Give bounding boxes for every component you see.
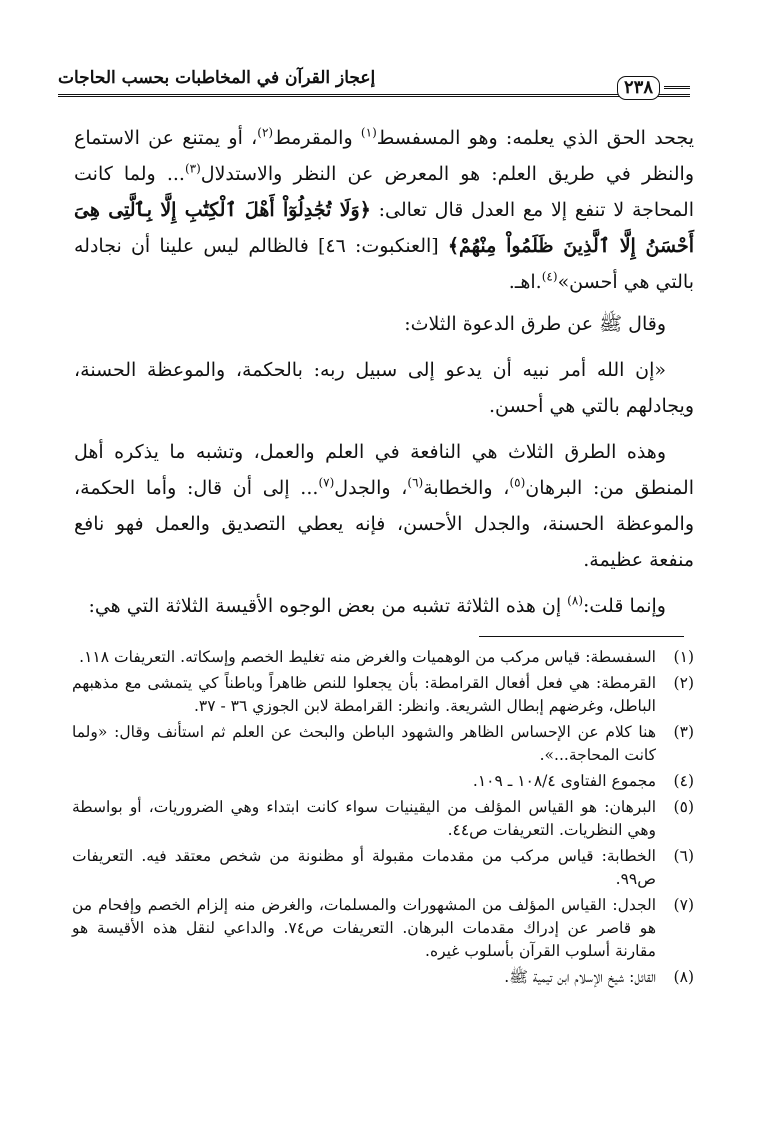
footnote-text: الجدل: القياس المؤلف من المشهورات والمسلمات، والغرض منه إلزام الخصم وإفحام من هو قاصر عن إدراك مقدمات البرهان. التعريفات ص٧٤. والداعي لنقل هذه الأقيسة هو مقارنة أسلوب القرآن بأسلوب غيره.: [72, 896, 656, 960]
footnote-number: (٣): [673, 723, 694, 741]
footnote-text: الخطابة: قياس مركب من مقدمات مقبولة أو مظنونة من شخص معتقد فيه. التعريفات ص٩٩.: [72, 847, 656, 888]
text-span: ، والخطابة: [423, 477, 510, 499]
footnote-number: (٧): [673, 896, 694, 914]
footnote-3: [72, 721, 694, 767]
header-ornament: [664, 86, 690, 89]
footnote-7: [72, 894, 694, 963]
paragraph-4: [74, 434, 694, 578]
footnote-number: (٤): [673, 772, 694, 790]
footnote-8: [72, 966, 694, 989]
text-span: [العنكبوت: ٤٦] فالظالم ليس علينا أن نجادله بالتي هي أحسن»: [74, 235, 694, 293]
footnote-text: مجموع الفتاوى ١٠٨/٤ ـ ١٠٩.: [472, 772, 656, 790]
footnote-text: هنا كلام عن الإحساس الظاهر والشهود الباطن والبحث عن العلم ثم استأنف وقال: «ولما كانت المحاجة...».: [72, 723, 656, 764]
footnote-ref-3: (٣): [184, 161, 201, 176]
paragraph-1: [74, 120, 694, 300]
header-rule: [58, 94, 690, 97]
text-span: ، والجدل: [334, 477, 408, 499]
footnote-separator: [479, 636, 684, 637]
footnote-6: [72, 845, 694, 891]
page-header: [58, 62, 690, 102]
footnote-5: [72, 796, 694, 842]
paragraph-5: [74, 588, 694, 624]
footnote-2: [72, 672, 694, 718]
text-span: إن هذه الثلاثة تشبه من بعض الوجوه الأقيسة الثلاثة التي هي:: [88, 595, 568, 617]
text-span: ، أو يمتنع عن الاستماع والنظر في طريق العلم: هو المعرض عن النظر والاستدلال: [74, 127, 695, 185]
footnote-number: (١): [673, 648, 694, 666]
running-title: إعجاز القرآن في المخاطبات بحسب الحاجات: [58, 68, 376, 88]
footnotes: [72, 646, 694, 992]
footnote-text: القائل: شيخ الإسلام ابن تيمية ﷺ.: [504, 968, 656, 986]
text-span: وإنما قلت:: [583, 595, 666, 617]
text-span: والمقرمط: [273, 127, 361, 149]
main-text: [74, 120, 694, 630]
paragraph-2: وقال ﷺ عن طرق الدعوة الثلاث:: [404, 313, 666, 335]
page-number: ٢٣٨: [617, 76, 660, 100]
footnote-ref-5: (٥): [509, 475, 526, 490]
footnote-1: [72, 646, 694, 669]
footnote-ref-8: (٨): [567, 593, 583, 608]
footnote-ref-2: (٢): [257, 125, 274, 140]
footnote-ref-6: (٦): [407, 475, 424, 490]
footnote-number: (٨): [673, 968, 694, 986]
footnote-number: (٦): [673, 847, 694, 865]
text-span: وهذه الطرق الثلاث هي النافعة في العلم والعمل، وتشبه ما يذكره أهل المنطق من: البرهان: [74, 441, 694, 499]
footnote-text: البرهان: هو القياس المؤلف من اليقينيات سواء كانت ابتداء وهي الضروريات، أو بواسطة وهي النظريات. التعريفات ص٤٤.: [72, 798, 656, 839]
text-span: ... ولما كانت المحاجة لا تنفع إلا مع العدل قال تعالى:: [74, 163, 694, 221]
text-span: يجحد الحق الذي يعلمه: وهو المسفسط: [376, 127, 694, 149]
footnote-ref-7: (٧): [318, 475, 335, 490]
paragraph-3: «إن الله أمر نبيه أن يدعو إلى سبيل ربه: بالحكمة، والموعظة الحسنة، ويجادلهم بالتي هي أحسن.: [74, 359, 694, 417]
footnote-4: [72, 770, 694, 793]
text-span: ... إلى أن قال: وأما الحكمة، والموعظة الحسنة، والجدل الأحسن، فإنه يعطي التصديق والعمل فهو نافع منفعة عظيمة.: [74, 477, 694, 571]
footnote-ref-1: (١): [360, 125, 377, 140]
text-span: .اهـ.: [508, 271, 542, 293]
footnote-text: السفسطة: قياس مركب من الوهميات والغرض منه تغليط الخصم وإسكاته. التعريفات ١١٨.: [79, 648, 656, 666]
footnote-ref-4: (٤): [541, 269, 558, 284]
footnote-text: القرمطة: هي فعل أفعال القرامطة: بأن يجعلوا للنص ظاهراً وباطناً كي يتمشى مع مذهبهم الباطل، وغرضهم إبطال الشريعة. وانظر: القرامطة لابن الجوزي ٣٦ - ٣٧.: [72, 674, 656, 715]
quran-verse: ﴿وَلَا تُجَٰدِلُوٓاْ أَهْلَ ٱلْكِتَٰبِ إِلَّا بِٱلَّتِى هِىَ أَحْسَنُ إِلَّا ٱلَّذِينَ ظَلَمُواْ مِنْهُمْ﴾: [74, 199, 694, 257]
footnote-number: (٥): [673, 798, 694, 816]
footnote-number: (٢): [673, 674, 694, 692]
